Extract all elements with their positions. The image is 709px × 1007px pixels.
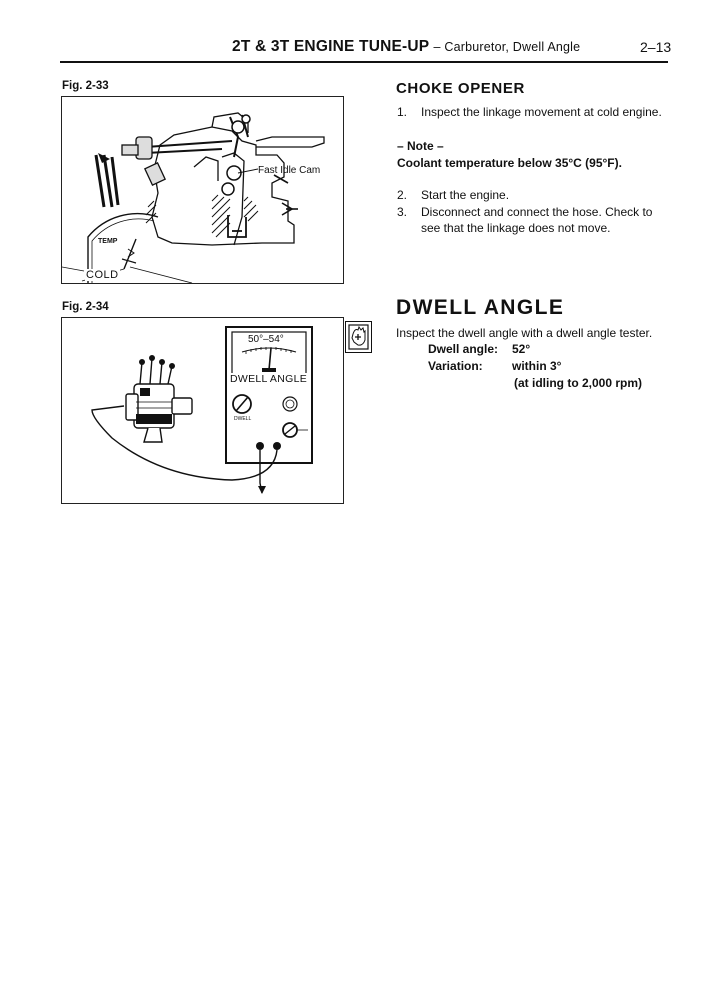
spec-dwell-angle-label: Dwell angle:: [428, 342, 499, 356]
header-title-sub: – Carburetor, Dwell Angle: [433, 40, 581, 54]
spec-variation-note: (at idling to 2,000 rpm): [514, 376, 643, 390]
note-text: Coolant temperature below 35°C (95°F).: [397, 156, 622, 170]
cold-label: COLD: [86, 269, 119, 281]
fig-2-34-frame: [61, 317, 344, 504]
temp-gauge-label: TEMP: [98, 238, 118, 245]
dwell-angle-heading: DWELL ANGLE: [396, 296, 565, 319]
dwell-intro: Inspect the dwell angle with a dwell angle tester.: [396, 326, 653, 340]
step-text: Start the engine.: [421, 188, 510, 202]
fig-2-33-frame: [61, 96, 344, 284]
header-rule: [60, 61, 668, 63]
meter-dwell-angle-label: DWELL ANGLE: [230, 373, 308, 385]
spec-variation-label: Variation:: [428, 359, 483, 373]
step-number: 1.: [397, 105, 408, 119]
spec-variation-value: within 3°: [512, 359, 562, 373]
step-number: 3.: [397, 205, 408, 219]
choke-step-3-continued: see that the linkage does not move.: [421, 221, 611, 235]
fig-2-33-caption: Fig. 2-33: [62, 80, 109, 92]
step-text: Disconnect and connect the hose. Check to: [421, 205, 653, 219]
step-text: Inspect the linkage movement at cold engine.: [421, 105, 662, 119]
fig-2-34-caption: Fig. 2-34: [62, 301, 109, 313]
page-header-title: [232, 38, 580, 56]
choke-opener-heading: CHOKE OPENER: [396, 80, 525, 97]
step-number: 2.: [397, 188, 408, 202]
header-title-main: 2T & 3T ENGINE TUNE-UP: [232, 38, 430, 55]
note-heading: – Note –: [397, 139, 444, 153]
meter-scale-label: 50°–54°: [248, 334, 284, 345]
fig-2-34-dwell-tester-illustration: [62, 318, 343, 503]
switch-dwell-label: DWELL: [234, 416, 252, 422]
hand-tool-icon: [345, 321, 372, 353]
spec-dwell-angle-value: 52°: [512, 342, 531, 356]
fig-2-33-carburetor-illustration: [62, 97, 343, 283]
fast-idle-cam-label: Fast Idle Cam: [258, 165, 321, 176]
page-number: 2–13: [640, 39, 672, 55]
